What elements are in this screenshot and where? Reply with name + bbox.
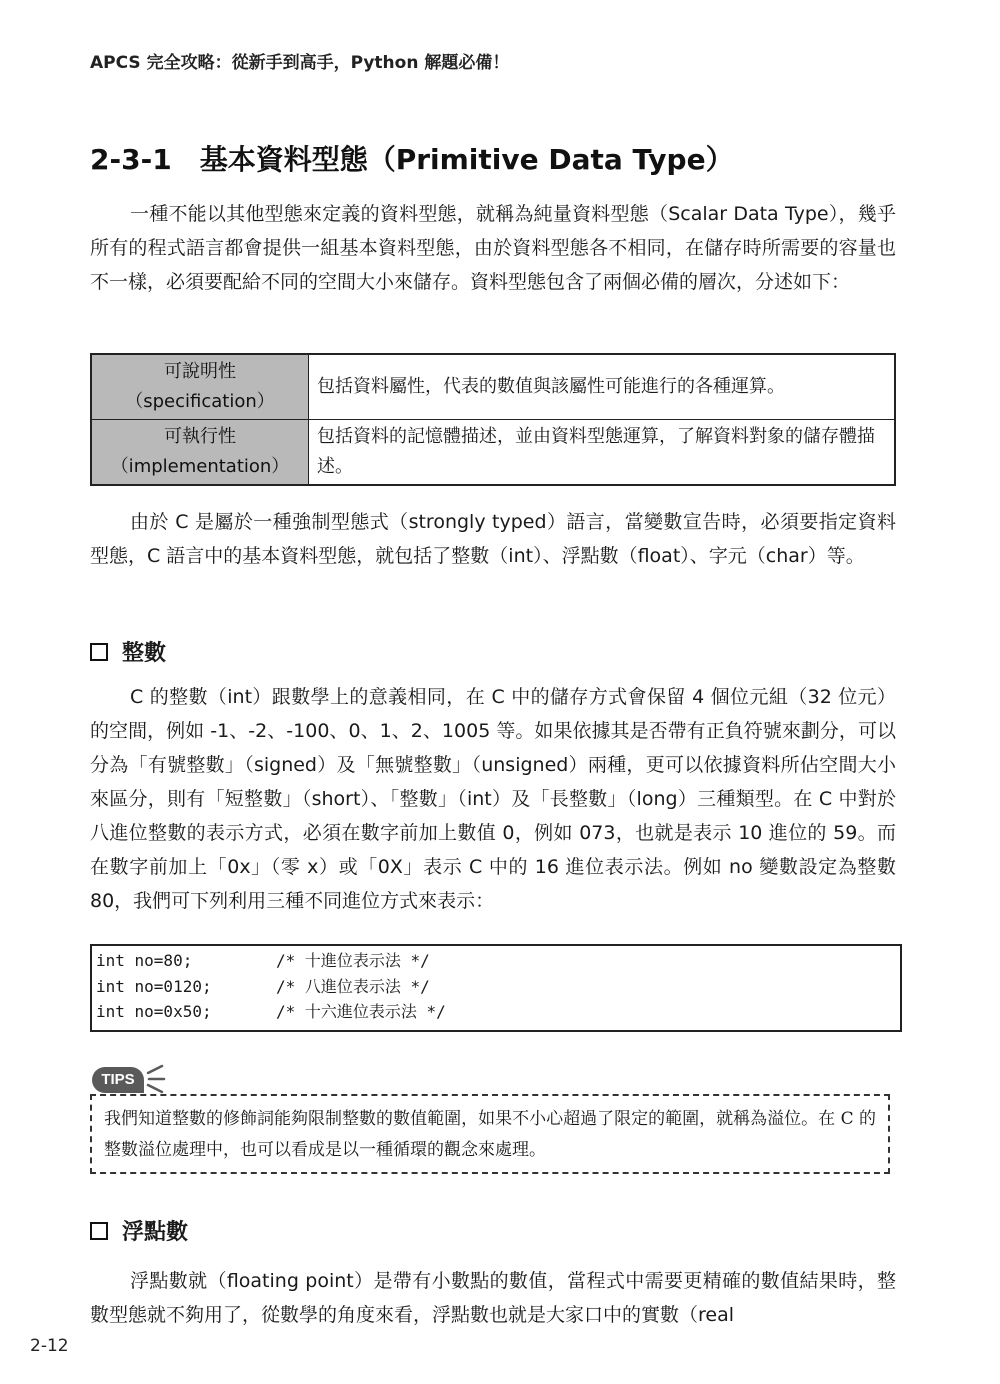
code-comment: /* 十六進位表示法 */ xyxy=(276,1002,446,1021)
code-statement: int no=80; xyxy=(96,951,193,970)
code-line xyxy=(96,974,896,1000)
integer-heading xyxy=(90,636,166,667)
integer-paragraph: C 的整數（int）跟數學上的意義相同，在 C 中的儲存方式會保留 4 個位元組（32 位元）的空間，例如 -1、-2、-100、0、1、2、1005 等。如果依據其是否帶有正負符號來劃分，可以分為「有號整數」（signed）及「無號整數」（unsigned）兩種，更可以依據資料所佔空間大小來區分，則有「短整數」（short）、「整數」（int）及「長整數」（long）三種類型。在 C 中對於八進位整數的表示方式，必須在數字前加上數值 0，例如 073，也就是表示 10 進位的 59。而在數字前加上「0x」（零 x）或「0X」表示 C 中的 16 進位表示法。例如 no 變數設定為整數 80，我們可下列利用三種不同進位方式來表示： xyxy=(90,686,896,912)
running-head: APCS 完全攻略：從新手到高手，Python 解題必備！ xyxy=(90,53,510,73)
term-english: （implementation） xyxy=(110,456,290,477)
code-block xyxy=(90,944,902,1032)
checkbox-icon xyxy=(90,1222,108,1240)
float-heading xyxy=(90,1215,188,1246)
strongly-typed-paragraph: 由於 C 是屬於一種強制型態式（strongly typed）語言，當變數宣告時，必須要指定資料型態，C 語言中的基本資料型態，就包括了整數（int）、浮點數（float）、字元（char）等。 xyxy=(90,511,896,567)
table-desc-cell: 包括資料屬性，代表的數值與該屬性可能進行的各種運算。 xyxy=(309,354,896,420)
term-label: 可執行性 xyxy=(164,426,236,447)
section-title: 2-3-1 基本資料型態（Primitive Data Type） xyxy=(90,143,734,176)
checkbox-icon xyxy=(90,643,108,661)
term-english: （specification） xyxy=(125,391,275,412)
code-line xyxy=(96,948,896,974)
table-row xyxy=(91,354,895,420)
float-heading-label: 浮點數 xyxy=(122,1220,189,1245)
code-comment: /* 十進位表示法 */ xyxy=(276,951,430,970)
code-line xyxy=(96,999,896,1025)
page-number: 2-12 xyxy=(30,1336,69,1356)
definition-table xyxy=(90,353,896,486)
table-desc-cell: 包括資料的記憶體描述，並由資料型態運算，了解資料對象的儲存體描述。 xyxy=(309,420,896,486)
term-label: 可說明性 xyxy=(164,361,236,382)
integer-heading-label: 整數 xyxy=(122,641,167,666)
megaphone-rays-icon xyxy=(146,1063,168,1095)
table-term-cell xyxy=(91,354,309,420)
float-paragraph: 浮點數就（floating point）是帶有小數點的數值，當程式中需要更精確的數值結果時，整數型態就不夠用了，從數學的角度來看，浮點數也就是大家口中的實數（real xyxy=(90,1270,896,1326)
table-term-cell xyxy=(91,420,309,486)
code-statement: int no=0120; xyxy=(96,976,212,996)
code-comment: /* 八進位表示法 */ xyxy=(276,976,430,996)
code-statement: int no=0x50; xyxy=(96,1002,212,1021)
table-row xyxy=(91,420,895,486)
tips-label: TIPS xyxy=(92,1067,144,1093)
tips-box: 我們知道整數的修飾詞能夠限制整數的數值範圍，如果不小心超過了限定的範圍，就稱為溢位。在 C 的整數溢位處理中，也可以看成是以一種循環的觀念來處理。 xyxy=(90,1094,890,1174)
intro-paragraph: 一種不能以其他型態來定義的資料型態，就稱為純量資料型態（Scalar Data Type），幾乎所有的程式語言都會提供一組基本資料型態，由於資料型態各不相同，在儲存時所需要的容量也不一樣，必須要配給不同的空間大小來儲存。資料型態包含了兩個必備的層次，分述如下： xyxy=(90,203,896,293)
